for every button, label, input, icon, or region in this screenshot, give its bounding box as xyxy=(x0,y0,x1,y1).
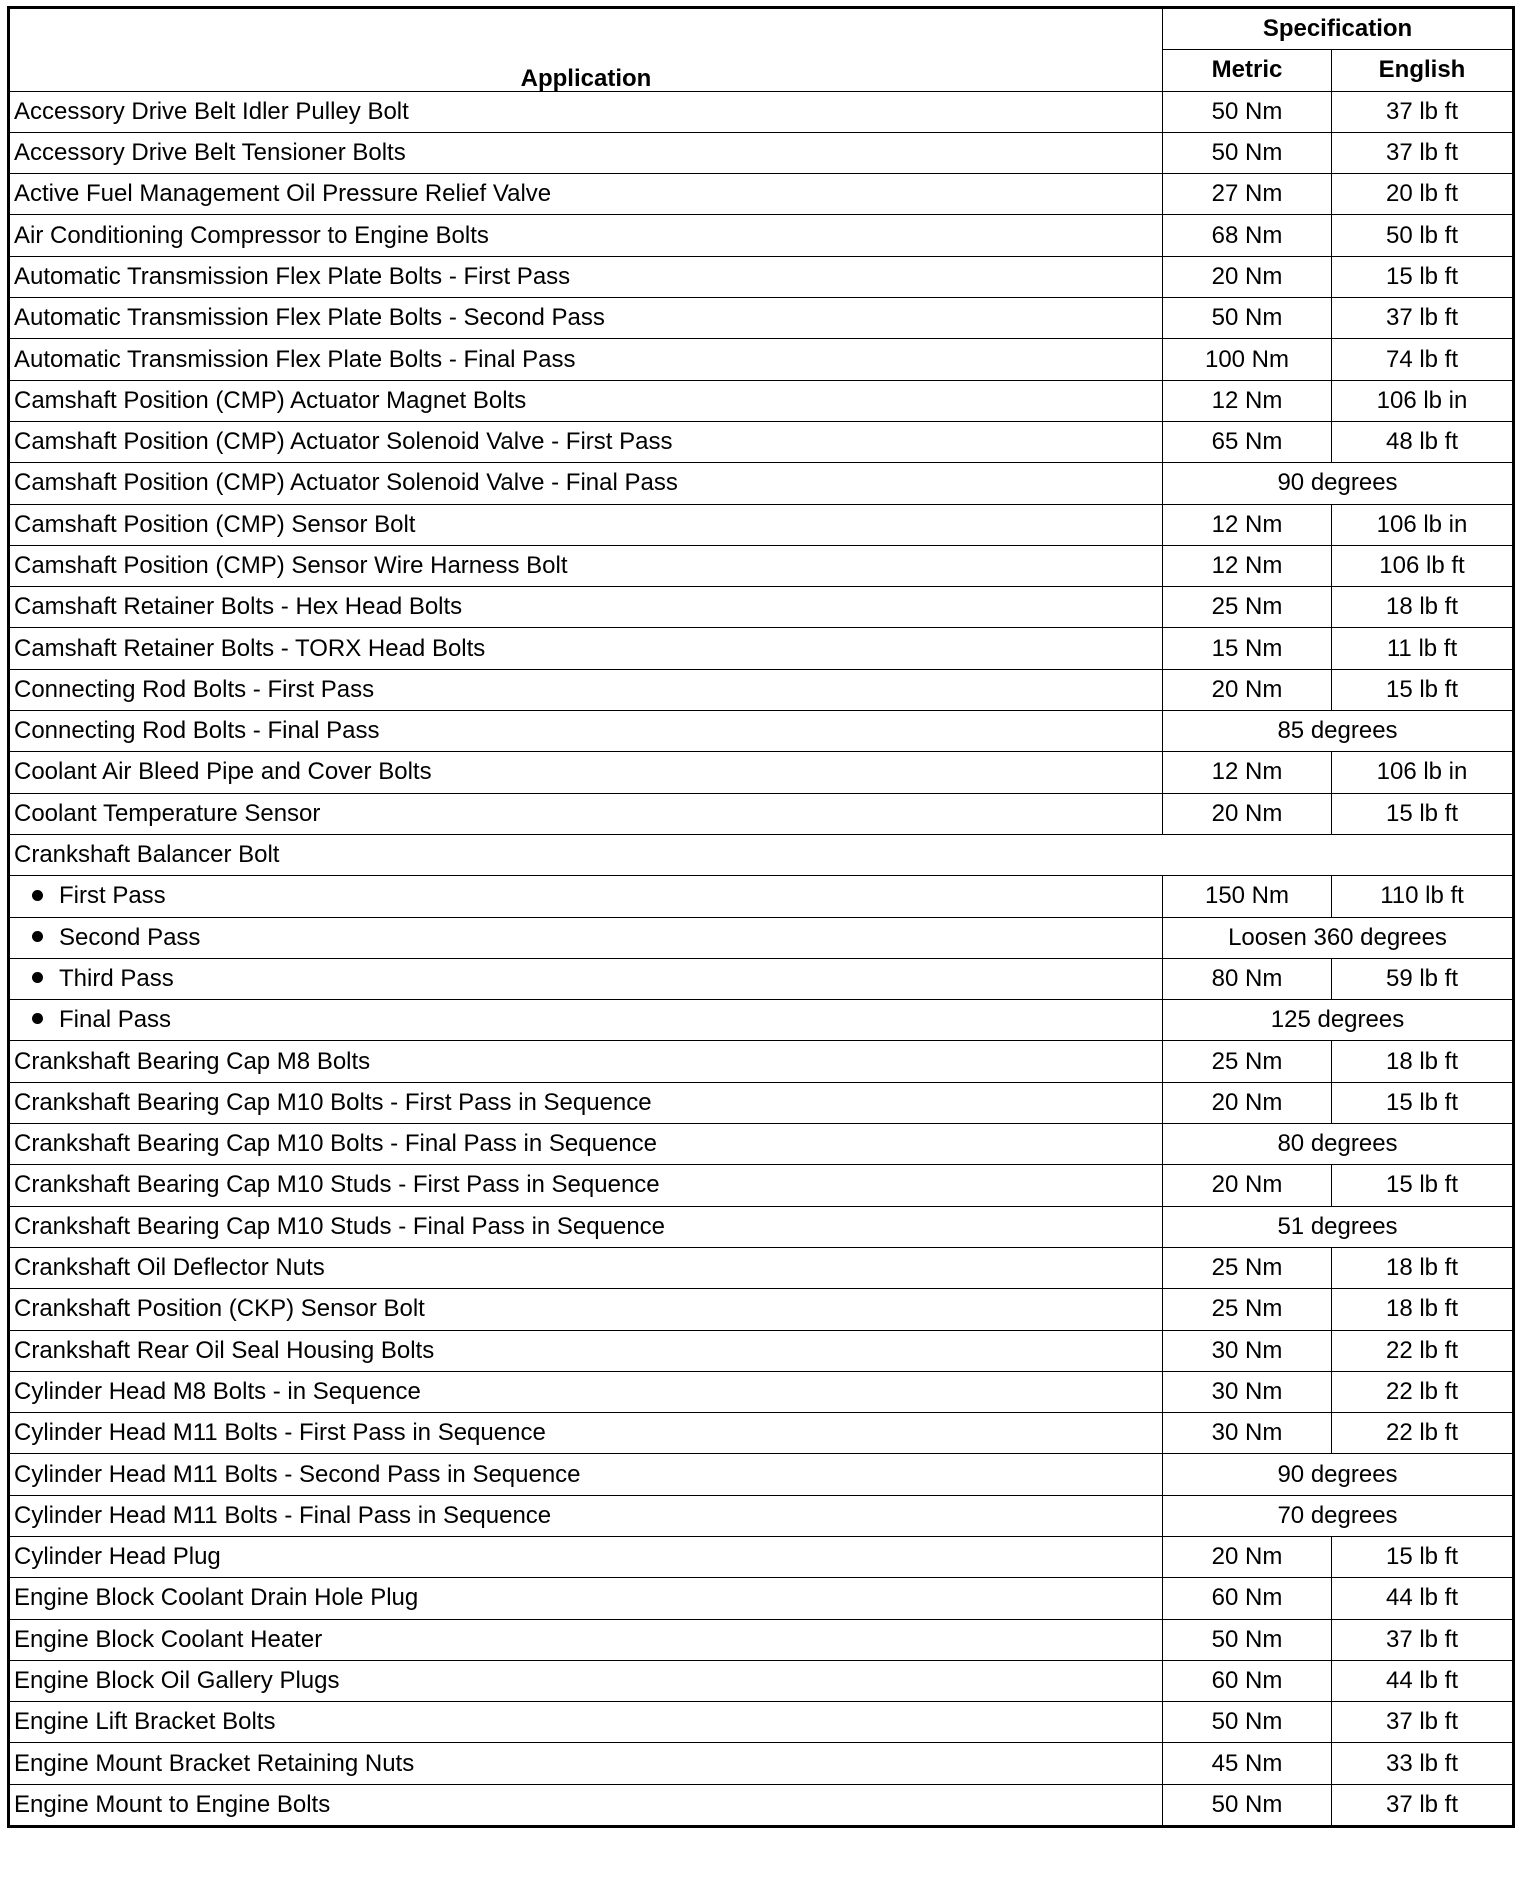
application-label: Crankshaft Balancer Bolt xyxy=(14,841,280,869)
metric-cell: 50 Nm xyxy=(1163,1784,1332,1826)
application-label: Cylinder Head M11 Bolts - Second Pass in Sequence xyxy=(14,1460,581,1488)
english-cell: 33 lb ft xyxy=(1332,1743,1514,1784)
table-row xyxy=(9,669,1514,710)
metric-cell: 30 Nm xyxy=(1163,1330,1332,1371)
table-row xyxy=(9,958,1514,999)
application-cell xyxy=(9,1702,1163,1743)
english-cell: 106 lb in xyxy=(1332,380,1514,421)
english-cell: 37 lb ft xyxy=(1332,298,1514,339)
english-cell: 44 lb ft xyxy=(1332,1578,1514,1619)
application-cell xyxy=(9,1578,1163,1619)
application-label: Crankshaft Position (CKP) Sensor Bolt xyxy=(14,1295,425,1323)
application-cell xyxy=(9,1041,1163,1082)
application-label: Coolant Temperature Sensor xyxy=(14,799,321,827)
table-row xyxy=(9,1247,1514,1288)
english-cell: 106 lb ft xyxy=(1332,545,1514,586)
application-cell xyxy=(9,463,1163,504)
english-cell: 37 lb ft xyxy=(1332,91,1514,132)
metric-cell: 45 Nm xyxy=(1163,1743,1332,1784)
table-row xyxy=(9,256,1514,297)
application-label: Camshaft Position (CMP) Actuator Solenoid Valve - First Pass xyxy=(14,428,673,456)
metric-cell: 12 Nm xyxy=(1163,504,1332,545)
application-cell xyxy=(9,1165,1163,1206)
application-cell xyxy=(9,1206,1163,1247)
application-cell xyxy=(9,91,1163,132)
english-cell: 106 lb in xyxy=(1332,752,1514,793)
sub-application-cell xyxy=(9,917,1163,958)
combined-spec-cell: 80 degrees xyxy=(1163,1124,1514,1165)
application-cell xyxy=(9,1495,1163,1536)
application-cell xyxy=(9,752,1163,793)
metric-cell: 50 Nm xyxy=(1163,298,1332,339)
application-header: Application xyxy=(9,8,1163,92)
table-row xyxy=(9,587,1514,628)
application-label: Accessory Drive Belt Tensioner Bolts xyxy=(14,139,406,167)
application-label: Engine Mount Bracket Retaining Nuts xyxy=(14,1749,415,1777)
application-cell xyxy=(9,1289,1163,1330)
application-label: Engine Block Coolant Heater xyxy=(14,1625,323,1653)
application-label: Cylinder Head M8 Bolts - in Sequence xyxy=(14,1377,421,1405)
application-label: Automatic Transmission Flex Plate Bolts - Final Pass xyxy=(14,345,576,373)
metric-cell: 25 Nm xyxy=(1163,1289,1332,1330)
metric-cell: 60 Nm xyxy=(1163,1660,1332,1701)
table-row xyxy=(9,132,1514,173)
application-cell xyxy=(9,1124,1163,1165)
english-cell: 37 lb ft xyxy=(1332,1784,1514,1826)
english-cell: 59 lb ft xyxy=(1332,958,1514,999)
metric-cell: 50 Nm xyxy=(1163,1619,1332,1660)
metric-cell: 20 Nm xyxy=(1163,1165,1332,1206)
application-cell xyxy=(9,215,1163,256)
application-label: Crankshaft Bearing Cap M10 Bolts - First Pass in Sequence xyxy=(14,1088,652,1116)
application-label: Second Pass xyxy=(59,923,201,951)
combined-spec-cell: 51 degrees xyxy=(1163,1206,1514,1247)
application-cell xyxy=(9,421,1163,462)
combined-spec-cell: 85 degrees xyxy=(1163,711,1514,752)
application-cell xyxy=(9,1330,1163,1371)
table-row xyxy=(9,628,1514,669)
english-cell: 18 lb ft xyxy=(1332,1289,1514,1330)
english-cell: 106 lb in xyxy=(1332,504,1514,545)
table-row xyxy=(9,1082,1514,1123)
application-cell xyxy=(9,711,1163,752)
english-cell: 15 lb ft xyxy=(1332,793,1514,834)
table-row xyxy=(9,1206,1514,1247)
metric-cell: 60 Nm xyxy=(1163,1578,1332,1619)
table-row xyxy=(9,1124,1514,1165)
application-label: Active Fuel Management Oil Pressure Relief Valve xyxy=(14,180,552,208)
metric-cell: 50 Nm xyxy=(1163,91,1332,132)
table-row xyxy=(9,174,1514,215)
application-cell xyxy=(9,339,1163,380)
application-cell xyxy=(9,669,1163,710)
table-row xyxy=(9,504,1514,545)
application-cell xyxy=(9,298,1163,339)
metric-cell: 20 Nm xyxy=(1163,256,1332,297)
combined-spec-cell: 125 degrees xyxy=(1163,1000,1514,1041)
metric-cell: 12 Nm xyxy=(1163,380,1332,421)
application-cell xyxy=(9,793,1163,834)
table-row xyxy=(9,380,1514,421)
application-cell xyxy=(9,1536,1163,1577)
table-row xyxy=(9,711,1514,752)
metric-cell: 65 Nm xyxy=(1163,421,1332,462)
bullet-icon xyxy=(32,972,43,983)
application-label: Crankshaft Bearing Cap M8 Bolts xyxy=(14,1047,371,1075)
metric-cell: 150 Nm xyxy=(1163,876,1332,917)
application-label: Cylinder Head M11 Bolts - Final Pass in Sequence xyxy=(14,1501,552,1529)
metric-cell: 20 Nm xyxy=(1163,1536,1332,1577)
metric-cell: 20 Nm xyxy=(1163,669,1332,710)
english-cell: 15 lb ft xyxy=(1332,1536,1514,1577)
table-row xyxy=(9,1536,1514,1577)
table-row xyxy=(9,91,1514,132)
application-cell xyxy=(9,504,1163,545)
table-row xyxy=(9,752,1514,793)
application-label: Engine Block Oil Gallery Plugs xyxy=(14,1667,340,1695)
metric-cell: 68 Nm xyxy=(1163,215,1332,256)
table-row xyxy=(9,1330,1514,1371)
application-label: Final Pass xyxy=(59,1006,172,1034)
application-label: Camshaft Retainer Bolts - TORX Head Bolts xyxy=(14,634,486,662)
bullet-icon xyxy=(32,890,43,901)
application-label: Crankshaft Bearing Cap M10 Studs - Final Pass in Sequence xyxy=(14,1212,666,1240)
application-cell xyxy=(9,256,1163,297)
table-row xyxy=(9,1578,1514,1619)
metric-cell: 100 Nm xyxy=(1163,339,1332,380)
combined-spec-cell: Loosen 360 degrees xyxy=(1163,917,1514,958)
application-label: Engine Lift Bracket Bolts xyxy=(14,1708,276,1736)
english-cell: 44 lb ft xyxy=(1332,1660,1514,1701)
application-cell xyxy=(9,587,1163,628)
english-header: English xyxy=(1332,50,1514,91)
english-cell: 15 lb ft xyxy=(1332,669,1514,710)
table-row xyxy=(9,1000,1514,1041)
table-row xyxy=(9,1495,1514,1536)
english-cell: 22 lb ft xyxy=(1332,1413,1514,1454)
english-cell: 37 lb ft xyxy=(1332,1702,1514,1743)
application-label: Automatic Transmission Flex Plate Bolts - Second Pass xyxy=(14,304,605,332)
table-row xyxy=(9,876,1514,917)
table-row xyxy=(9,1289,1514,1330)
application-cell xyxy=(9,380,1163,421)
application-cell xyxy=(9,1371,1163,1412)
bullet-icon xyxy=(32,1013,43,1024)
table-row xyxy=(9,1702,1514,1743)
table-row xyxy=(9,1041,1514,1082)
table-row xyxy=(9,298,1514,339)
application-label: Camshaft Position (CMP) Sensor Bolt xyxy=(14,510,416,538)
english-cell: 18 lb ft xyxy=(1332,587,1514,628)
metric-cell: 20 Nm xyxy=(1163,1082,1332,1123)
combined-spec-cell: 90 degrees xyxy=(1163,463,1514,504)
metric-cell: 27 Nm xyxy=(1163,174,1332,215)
metric-cell: 50 Nm xyxy=(1163,1702,1332,1743)
application-cell xyxy=(9,1784,1163,1826)
application-label: Camshaft Position (CMP) Actuator Solenoid Valve - Final Pass xyxy=(14,469,678,497)
application-label: Cylinder Head M11 Bolts - First Pass in Sequence xyxy=(14,1419,546,1447)
english-cell: 22 lb ft xyxy=(1332,1371,1514,1412)
application-cell xyxy=(9,545,1163,586)
english-cell: 50 lb ft xyxy=(1332,215,1514,256)
metric-header: Metric xyxy=(1163,50,1332,91)
sub-application-cell xyxy=(9,876,1163,917)
application-cell xyxy=(9,1660,1163,1701)
metric-cell: 20 Nm xyxy=(1163,793,1332,834)
sub-application-cell xyxy=(9,1000,1163,1041)
table-row xyxy=(9,545,1514,586)
application-cell xyxy=(9,1454,1163,1495)
application-label: Camshaft Position (CMP) Sensor Wire Harness Bolt xyxy=(14,552,568,579)
english-cell: 37 lb ft xyxy=(1332,132,1514,173)
application-cell xyxy=(9,1413,1163,1454)
application-cell xyxy=(9,174,1163,215)
metric-cell: 50 Nm xyxy=(1163,132,1332,173)
application-label: Crankshaft Rear Oil Seal Housing Bolts xyxy=(14,1336,435,1364)
english-cell: 18 lb ft xyxy=(1332,1247,1514,1288)
application-cell xyxy=(9,1082,1163,1123)
application-label: Coolant Air Bleed Pipe and Cover Bolts xyxy=(14,758,432,786)
english-cell: 110 lb ft xyxy=(1332,876,1514,917)
english-cell: 48 lb ft xyxy=(1332,421,1514,462)
table-row xyxy=(9,1619,1514,1660)
table-row xyxy=(9,339,1514,380)
metric-cell: 12 Nm xyxy=(1163,545,1332,586)
metric-cell: 15 Nm xyxy=(1163,628,1332,669)
application-cell xyxy=(9,132,1163,173)
sub-application-cell xyxy=(9,958,1163,999)
table-row xyxy=(9,421,1514,462)
table-row xyxy=(9,834,1514,875)
application-cell xyxy=(9,1247,1163,1288)
metric-cell: 12 Nm xyxy=(1163,752,1332,793)
metric-cell: 80 Nm xyxy=(1163,958,1332,999)
application-label: Automatic Transmission Flex Plate Bolts - First Pass xyxy=(14,262,571,290)
metric-cell: 30 Nm xyxy=(1163,1371,1332,1412)
metric-cell: 25 Nm xyxy=(1163,1041,1332,1082)
table-row xyxy=(9,1784,1514,1826)
application-label: Third Pass xyxy=(59,964,174,992)
application-label: Connecting Rod Bolts - First Pass xyxy=(14,675,375,703)
english-cell: 15 lb ft xyxy=(1332,1082,1514,1123)
english-cell: 74 lb ft xyxy=(1332,339,1514,380)
application-label: Engine Mount to Engine Bolts xyxy=(14,1790,331,1818)
torque-spec-table xyxy=(7,6,1515,1828)
english-cell: 22 lb ft xyxy=(1332,1330,1514,1371)
english-cell: 15 lb ft xyxy=(1332,1165,1514,1206)
application-label: Camshaft Retainer Bolts - Hex Head Bolts xyxy=(14,593,463,621)
application-label: Accessory Drive Belt Idler Pulley Bolt xyxy=(14,97,409,125)
table-row xyxy=(9,1660,1514,1701)
table-row xyxy=(9,463,1514,504)
application-label: Crankshaft Bearing Cap M10 Bolts - Final Pass in Sequence xyxy=(14,1130,657,1158)
application-label: Engine Block Coolant Drain Hole Plug xyxy=(14,1584,419,1612)
application-label: Cylinder Head Plug xyxy=(14,1543,221,1571)
table-row xyxy=(9,1454,1514,1495)
application-cell xyxy=(9,1743,1163,1784)
application-cell xyxy=(9,1619,1163,1660)
combined-spec-cell: 70 degrees xyxy=(1163,1495,1514,1536)
english-cell: 37 lb ft xyxy=(1332,1619,1514,1660)
application-label: Crankshaft Oil Deflector Nuts xyxy=(14,1254,325,1282)
application-label: Air Conditioning Compressor to Engine Bolts xyxy=(14,221,489,249)
english-cell: 15 lb ft xyxy=(1332,256,1514,297)
spec-table-body xyxy=(9,91,1514,1826)
combined-spec-cell: 90 degrees xyxy=(1163,1454,1514,1495)
application-label: Connecting Rod Bolts - Final Pass xyxy=(14,717,380,745)
metric-cell: 25 Nm xyxy=(1163,587,1332,628)
english-cell: 20 lb ft xyxy=(1332,174,1514,215)
application-label: Camshaft Position (CMP) Actuator Magnet Bolts xyxy=(14,386,527,414)
table-row xyxy=(9,1743,1514,1784)
table-row xyxy=(9,1165,1514,1206)
table-row xyxy=(9,1413,1514,1454)
metric-cell: 30 Nm xyxy=(1163,1413,1332,1454)
application-cell xyxy=(9,834,1514,875)
application-label: Crankshaft Bearing Cap M10 Studs - First Pass in Sequence xyxy=(14,1171,660,1199)
specification-header: Specification xyxy=(1163,8,1514,50)
application-cell xyxy=(9,628,1163,669)
metric-cell: 25 Nm xyxy=(1163,1247,1332,1288)
table-row xyxy=(9,793,1514,834)
bullet-icon xyxy=(32,931,43,942)
application-label: First Pass xyxy=(59,882,166,910)
english-cell: 11 lb ft xyxy=(1332,628,1514,669)
table-row xyxy=(9,917,1514,958)
table-row xyxy=(9,1371,1514,1412)
english-cell: 18 lb ft xyxy=(1332,1041,1514,1082)
table-row xyxy=(9,215,1514,256)
